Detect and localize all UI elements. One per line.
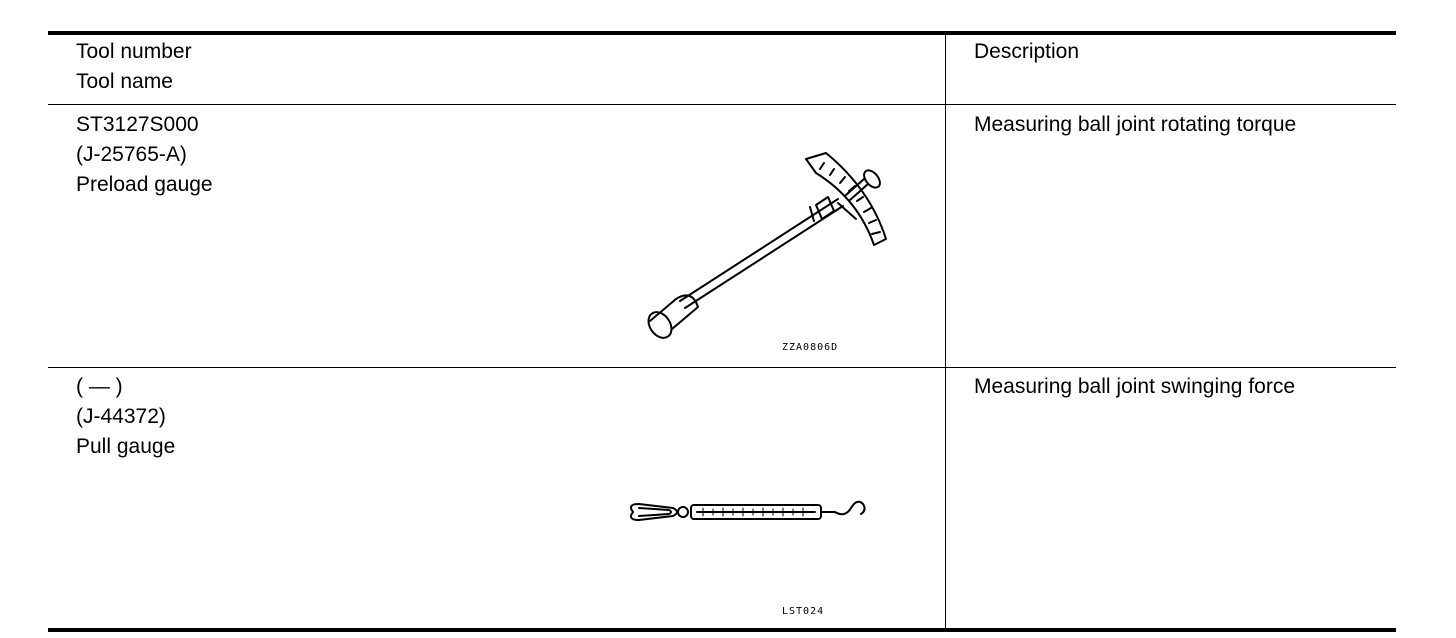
tool-name: Pull gauge — [76, 435, 176, 458]
header-tool-name-label: Tool name — [76, 70, 173, 93]
table-row-2-description — [974, 372, 1295, 402]
header-description-column — [974, 37, 1079, 67]
table-row-1-tool — [76, 110, 213, 200]
header-divider — [48, 104, 1396, 105]
header-tool-column — [76, 37, 192, 97]
kent-moore-number: (J-44372) — [76, 405, 166, 428]
special-service-tools-table — [48, 31, 1396, 632]
figure-code: LST024 — [782, 606, 825, 617]
preload-gauge-illustration — [588, 149, 888, 349]
header-tool-number-label: Tool number — [76, 40, 192, 63]
row-divider — [48, 367, 1396, 368]
tool-number: ST3127S000 — [76, 113, 199, 136]
tool-description: Measuring ball joint rotating torque — [974, 113, 1297, 136]
table-row-2-tool — [76, 372, 175, 462]
figure-code: ZZA0806D — [782, 342, 839, 353]
tool-number: ( — ) — [76, 375, 123, 398]
table-top-border — [48, 31, 1396, 35]
tool-description: Measuring ball joint swinging force — [974, 375, 1295, 398]
table-bottom-border — [48, 628, 1396, 632]
header-description-label: Description — [974, 40, 1080, 63]
tool-name: Preload gauge — [76, 173, 213, 196]
pull-gauge-illustration — [623, 494, 873, 534]
column-divider — [945, 35, 946, 628]
table-row-1-description — [974, 110, 1296, 140]
kent-moore-number: (J-25765-A) — [76, 143, 187, 166]
